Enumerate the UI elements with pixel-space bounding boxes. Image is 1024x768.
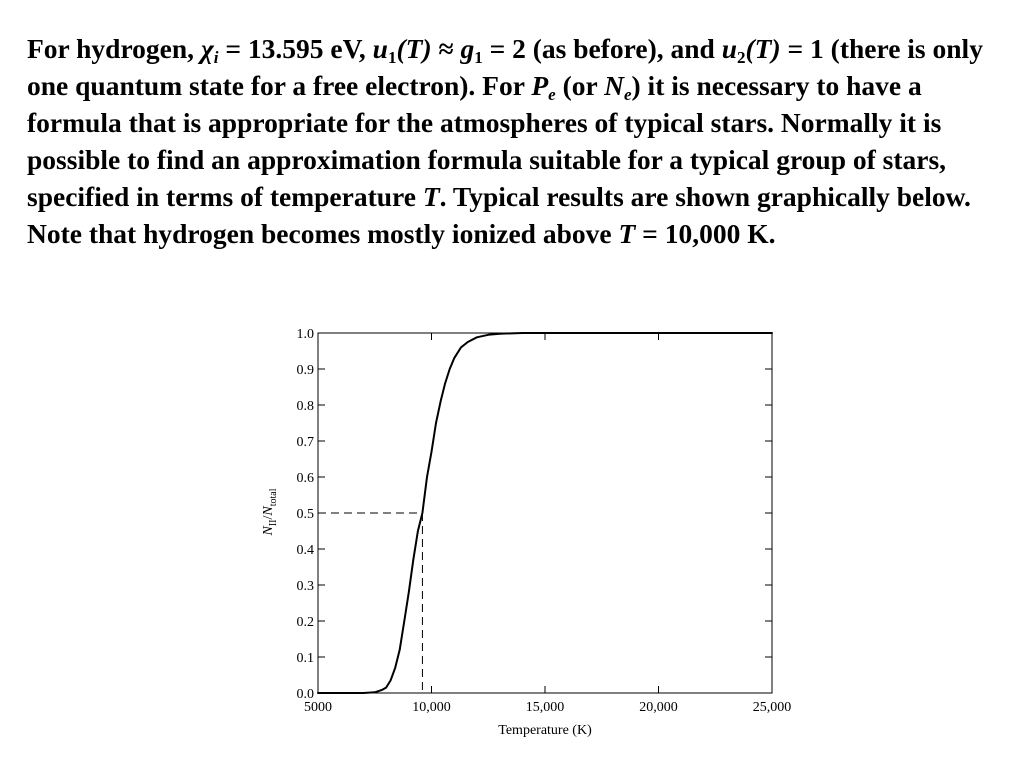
y-label-slash: / <box>261 515 276 520</box>
x-tick-label: 25,000 <box>752 700 792 715</box>
paragraph-text: = 10,000 K. <box>635 218 776 249</box>
t-symbol: T <box>422 181 440 212</box>
chi-symbol: χ <box>200 33 214 64</box>
u1-subscript: 1 <box>387 47 397 67</box>
paragraph-text: = 1 (there is only one quantum state for a free electron). For <box>27 33 983 101</box>
y-tick-label: 0.8 <box>296 399 314 414</box>
y-tick-label: 0.6 <box>296 471 314 486</box>
paragraph-text: = 2 (as before), and <box>482 33 722 64</box>
x-tick-label: 10,000 <box>412 700 451 715</box>
y-tick-label: 0.9 <box>296 363 314 378</box>
y-tick-label: 0.5 <box>296 507 314 522</box>
y-tick-label: 0.3 <box>296 579 314 594</box>
y-tick-label: 0.2 <box>296 615 314 630</box>
g-symbol: g <box>460 33 475 64</box>
p-subscript: e <box>548 84 556 104</box>
y-tick-label: 0.0 <box>296 687 314 702</box>
n-symbol: N <box>604 70 624 101</box>
n-subscript: e <box>623 84 632 104</box>
y-tick-label: 0.4 <box>296 543 314 558</box>
y-tick-label: 1.0 <box>296 327 314 342</box>
chi-subscript: i <box>213 47 219 67</box>
paragraph-text: = 13.595 eV, <box>218 33 373 64</box>
y-tick-label: 0.1 <box>296 651 314 666</box>
t-argument: (T) <box>745 33 781 64</box>
u2-symbol: u <box>721 33 737 64</box>
g1-subscript: 1 <box>474 47 483 67</box>
chart-background <box>255 322 795 742</box>
u2-subscript: 2 <box>737 47 746 67</box>
x-axis-label: Temperature (K) <box>498 723 592 738</box>
y-label-n-total: N <box>261 506 276 516</box>
ionization-chart <box>255 322 795 742</box>
t-symbol: T <box>618 218 636 249</box>
p-symbol: P <box>531 70 549 101</box>
paragraph-text: ) it is necessary to have a formula that is appropriate for the atmospheres of typical stars. Normally it is possible to find an approximation formula suitable for a typical group of stars, specified in terms of temperature <box>27 70 947 212</box>
u-symbol: u <box>372 33 388 64</box>
paragraph-text: For hydrogen, <box>27 33 201 64</box>
paragraph-text: ≈ <box>431 33 461 64</box>
y-label-n: N <box>261 526 276 536</box>
y-label-sub-total: total <box>268 488 279 507</box>
y-label-sub-ii: II <box>268 519 279 527</box>
x-tick-label: 15,000 <box>525 700 565 715</box>
paragraph-text: (or <box>555 70 605 101</box>
paragraph-text: . Typical results are shown graphically below. Note that hydrogen becomes mostly ionized above <box>27 181 971 249</box>
t-argument: (T) <box>396 33 432 64</box>
x-tick-label: 20,000 <box>639 700 678 715</box>
y-tick-label: 0.7 <box>296 435 314 450</box>
x-tick-label: 5000 <box>304 700 332 715</box>
body-paragraph <box>27 30 1002 252</box>
